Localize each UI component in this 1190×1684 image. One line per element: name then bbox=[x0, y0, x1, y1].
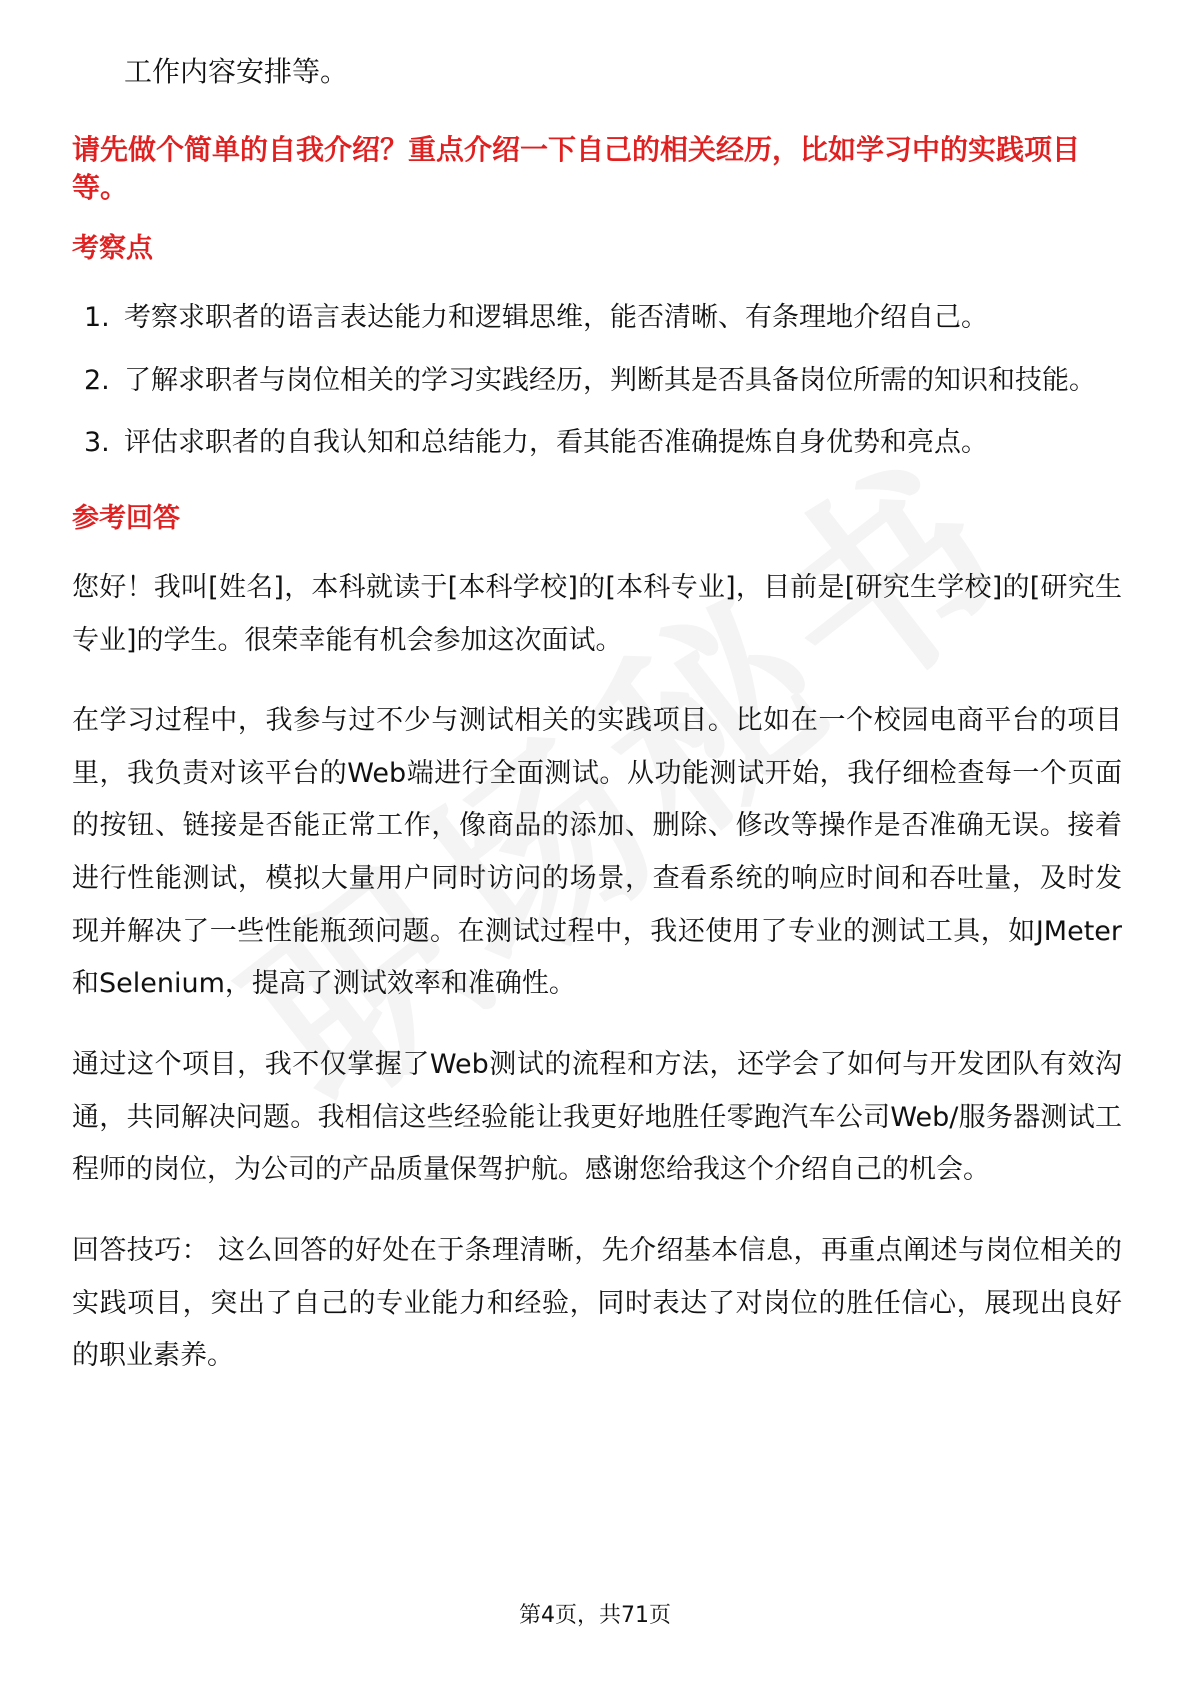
document-body bbox=[72, 50, 1122, 1411]
answer-paragraph: 您好！我叫[姓名]，本科就读于[本科学校]的[本科专业]，目前是[研究生学校]的[研究生专业]的学生。很荣幸能有机会参加这次面试。 bbox=[72, 571, 1122, 656]
answer-heading: 参考回答 bbox=[72, 503, 180, 535]
focus-item bbox=[72, 355, 1122, 408]
focus-item-number: 3. bbox=[84, 427, 110, 459]
intro-line: 工作内容安排等。 bbox=[124, 55, 349, 88]
focus-list bbox=[72, 292, 1122, 470]
focus-item-number: 2. bbox=[84, 364, 110, 396]
answer-paragraph: 通过这个项目，我不仅掌握了Web测试的流程和方法，还学会了如何与开发团队有效沟通，共同解决问题。我相信这些经验能让我更好地胜任零跑汽车公司Web/服务器测试工程师的岗位，为公司的产品质量保驾护航。感谢您给我这个介绍自己的机会。 bbox=[72, 1049, 1122, 1186]
answer-tips: 回答技巧： 这么回答的好处在于条理清晰，先介绍基本信息，再重点阐述与岗位相关的实践项目，突出了自己的专业能力和经验，同时表达了对岗位的胜任信心，展现出良好的职业素养。 bbox=[72, 1234, 1122, 1372]
focus-item-number: 1. bbox=[84, 302, 110, 334]
question-heading: 请先做个简单的自我介绍？重点介绍一下自己的相关经历，比如学习中的实践项目等。 bbox=[72, 132, 1081, 204]
focus-item-text: 考察求职者的语言表达能力和逻辑思维，能否清晰、有条理地介绍自己。 bbox=[124, 302, 988, 334]
focus-item bbox=[72, 292, 1122, 345]
focus-item bbox=[72, 417, 1122, 470]
focus-heading: 考察点 bbox=[72, 233, 153, 265]
focus-item-text: 了解求职者与岗位相关的学习实践经历，判断其是否具备岗位所需的知识和技能。 bbox=[124, 364, 1096, 396]
page-number: 第4页，共71页 bbox=[519, 1603, 671, 1628]
answer-paragraph: 在学习过程中，我参与过不少与测试相关的实践项目。比如在一个校园电商平台的项目里，我负责对该平台的Web端进行全面测试。从功能测试开始，我仔细检查每一个页面的按钮、链接是否能正常工作，像商品的添加、删除、修改等操作是否准确无误。接着进行性能测试，模拟大量用户同时访问的场景，查看系统的响应时间和吞吐量，及时发现并解决了一些性能瓶颈问题。在测试过程中，我还使用了专业的测试工具，如JMeter和Selenium，提高了测试效率和准确性。 bbox=[72, 705, 1122, 1000]
focus-item-text: 评估求职者的自我认知和总结能力，看其能否准确提炼自身优势和亮点。 bbox=[124, 427, 988, 459]
